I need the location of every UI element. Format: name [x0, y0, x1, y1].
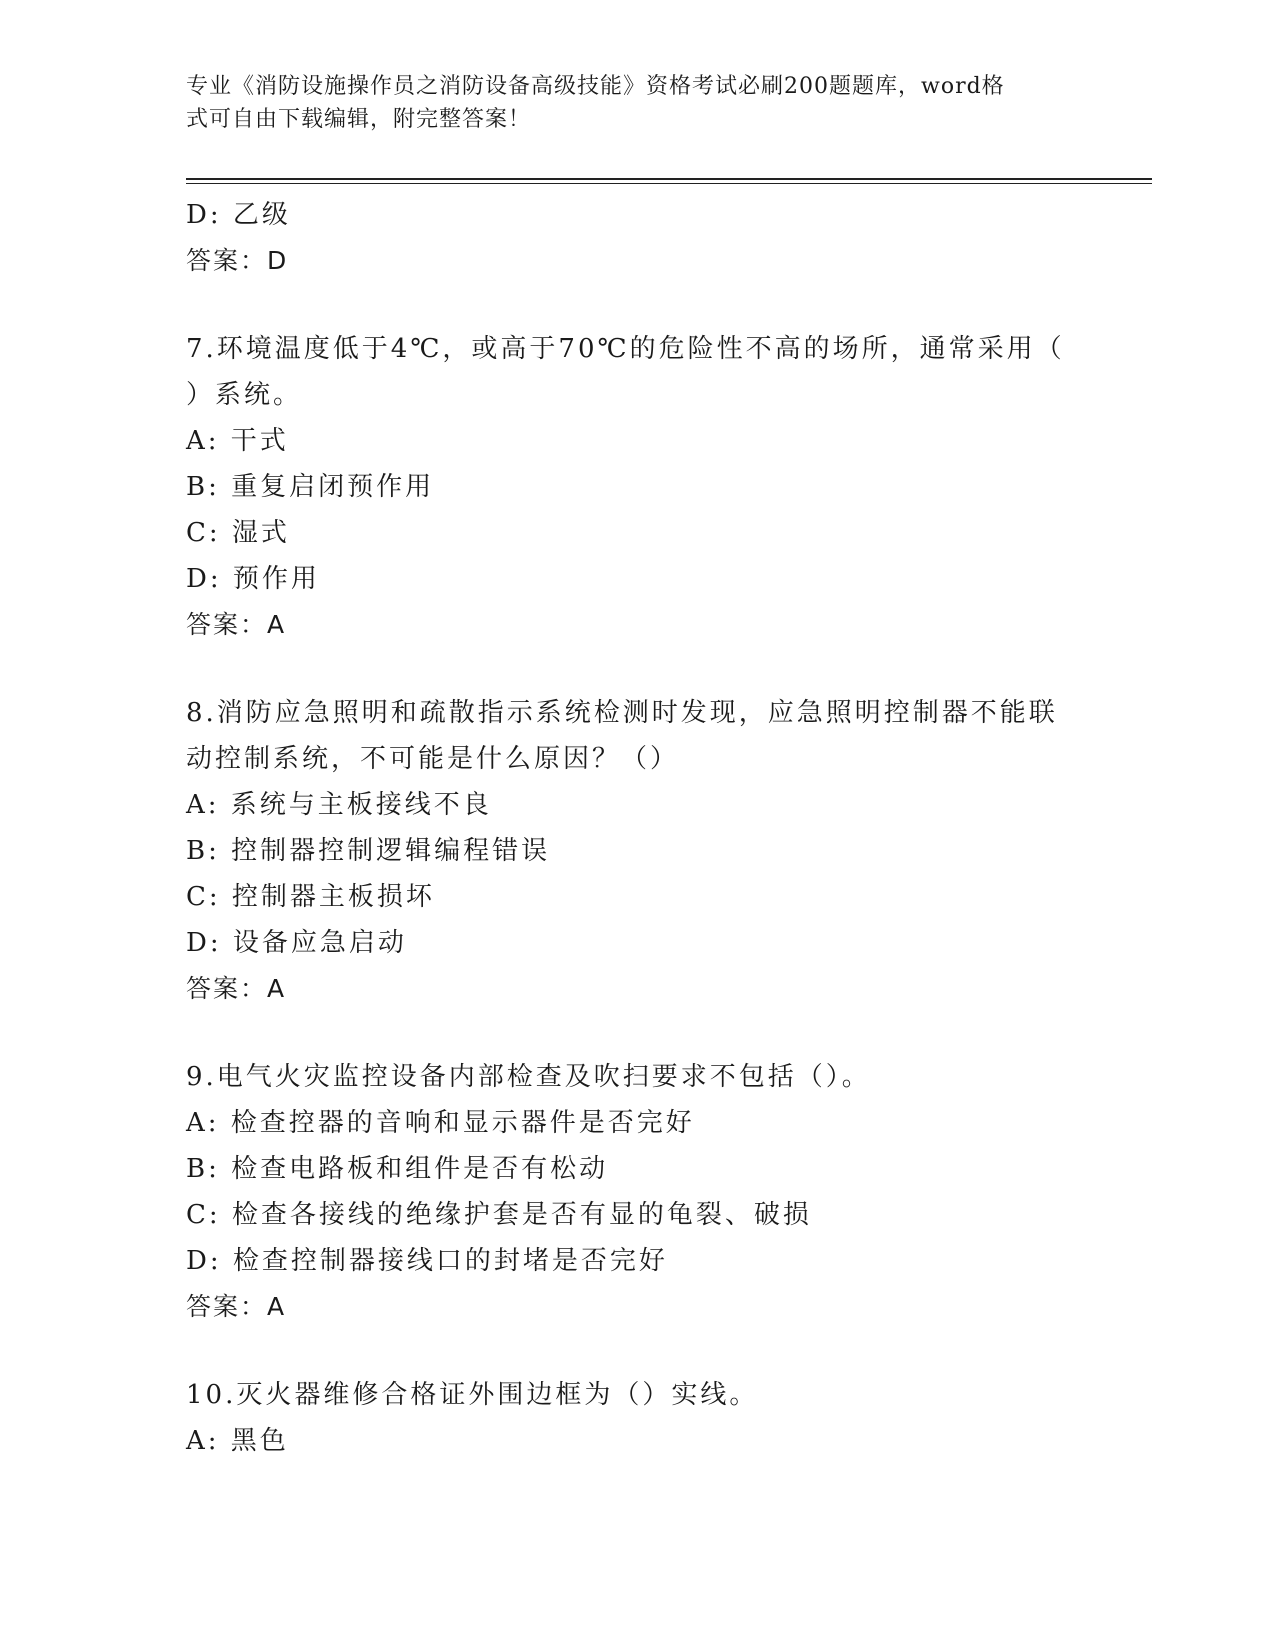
answer: 答案：A: [186, 1292, 287, 1321]
page-header: [186, 70, 1152, 146]
option-d: D: 检查控制器接线口的封堵是否完好: [186, 1246, 668, 1276]
option-b: B: 重复启闭预作用: [186, 472, 435, 502]
option-b: B: 检查电路板和组件是否有松动: [186, 1154, 609, 1184]
question-stem: 9.电气火灾监控设备内部检查及吹扫要求不包括（）。: [186, 1062, 871, 1092]
question-stem: 动控制系统，不可能是什么原因？（）: [186, 744, 680, 774]
answer: 答案：D: [186, 246, 289, 275]
option-d: D: 乙级: [186, 200, 291, 230]
option-c: C: 湿式: [186, 518, 290, 548]
option-a: A: 系统与主板接线不良: [186, 790, 492, 820]
answer: 答案：A: [186, 974, 287, 1003]
question-9: [186, 1054, 1152, 1330]
option-a: A: 黑色: [186, 1426, 289, 1456]
question-10: [186, 1372, 1152, 1464]
option-d: D: 设备应急启动: [186, 928, 407, 958]
question-stem: 10.灭火器维修合格证外围边框为（）实线。: [186, 1380, 759, 1410]
question-7: [186, 326, 1152, 648]
header-line-2: 式可自由下载编辑，附完整答案！: [186, 107, 532, 132]
option-a: A: 检查控器的音响和显示器件是否完好: [186, 1108, 695, 1138]
header-line-1: 专业《消防设施操作员之消防设备高级技能》资格考试必刷200题题库，word格: [186, 74, 1005, 99]
option-b: B: 控制器控制逻辑编程错误: [186, 836, 551, 866]
question-stem: 8.消防应急照明和疏散指示系统检测时发现，应急照明控制器不能联: [186, 698, 1058, 728]
question-8: [186, 690, 1152, 1012]
option-d: D: 预作用: [186, 564, 320, 594]
option-c: C: 控制器主板损坏: [186, 882, 435, 912]
question-stem: ）系统。: [186, 380, 303, 410]
question-content: [186, 192, 1152, 1464]
document-page: [186, 70, 1152, 1464]
option-a: A: 干式: [186, 426, 289, 456]
question-stem: 7.环境温度低于4℃，或高于70℃的危险性不高的场所，通常采用（: [186, 334, 1065, 364]
answer: 答案：A: [186, 610, 287, 639]
header-divider: [186, 178, 1152, 184]
option-c: C: 检查各接线的绝缘护套是否有显的龟裂、破损: [186, 1200, 812, 1230]
